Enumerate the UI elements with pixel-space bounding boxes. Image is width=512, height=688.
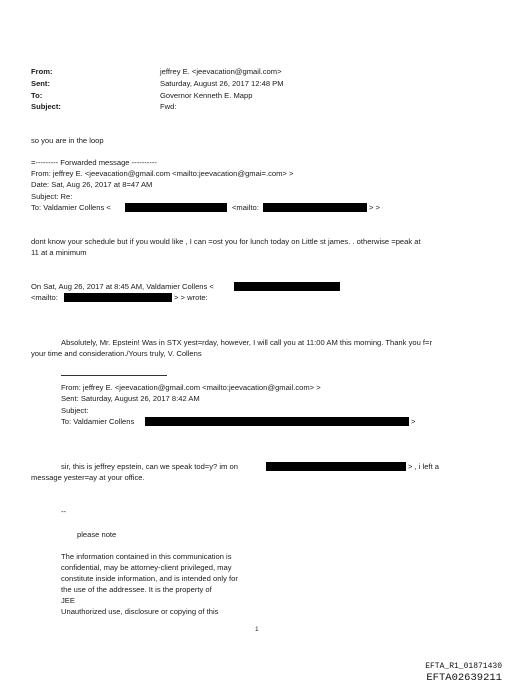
quote-wrote: > > wrote: [174, 293, 208, 302]
quote-header: On Sat, Aug 26, 2017 at 8:45 AM, Valdamier Collens < [31, 282, 214, 291]
sent-value: Saturday, August 26, 2017 12:48 PM [160, 79, 284, 88]
message2-line1: sir, this is jeffrey epstein, can we speak tod=y? im on [61, 462, 238, 471]
please-note: please note [77, 530, 117, 539]
forward-to-end: > > [369, 203, 380, 212]
message1-line1: dont know your schedule but if you would like , I can =ost you for lunch today on Little st james. . otherwise =peak at [31, 237, 421, 246]
original-subject: Subject: [61, 406, 89, 415]
to-label: To: [31, 91, 43, 100]
bates-id-2: EFTA02639211 [426, 672, 502, 684]
disclaimer-line: The information contained in this communication is [61, 552, 232, 561]
redaction-box [125, 203, 227, 212]
intro-text: so you are in the loop [31, 136, 104, 145]
original-from: From: jeffrey E. <jeevacation@gmail.com <mailto:jeevacation@gmail.com> > [61, 383, 321, 392]
forward-subject: Subject: Re: [31, 192, 73, 201]
disclaimer-line: confidential, may be attorney-client privileged, may [61, 563, 232, 572]
disclaimer-line: constitute inside information, and is intended only for [61, 574, 238, 583]
original-to: To: Valdamier Collens [61, 417, 135, 426]
disclaimer-line: JEE [61, 596, 75, 605]
reply-line1: Absolutely, Mr. Epstein! Was in STX yest=rday, however, I will call you at 11:00 AM this morning. Thank you f=r [61, 338, 432, 347]
original-to-end: > [411, 417, 416, 426]
message2-line2: message yester=ay at your office. [31, 473, 145, 482]
redaction-box [64, 293, 172, 302]
from-value: jeffrey E. <jeevacation@gmail.com> [160, 67, 282, 76]
message1-line2: 11 at a minimum [31, 248, 87, 257]
original-sent: Sent: Saturday, August 26, 2017 8:42 AM [61, 394, 200, 403]
forward-date: Date: Sat, Aug 26, 2017 at 8=47 AM [31, 180, 153, 189]
signature-dashes: -- [61, 507, 67, 516]
bates-id-1: EFTA_R1_01871430 [425, 662, 502, 671]
redaction-box [266, 462, 406, 471]
redaction-box [263, 203, 367, 212]
reply-line2: your time and consideration./Yours truly, V. Collens [31, 349, 202, 358]
sent-label: Sent: [31, 79, 50, 88]
to-value: Governor Kenneth E. Mapp [160, 91, 253, 100]
page-number: 1 [255, 626, 259, 633]
separator-line [61, 375, 167, 376]
forward-to-prefix: To: Valdamier Collens < [31, 203, 111, 212]
disclaimer-line: the use of the addressee. It is the property of [61, 585, 212, 594]
quote-mailto: <mailto: [31, 293, 58, 302]
redaction-box [234, 282, 340, 291]
redaction-box [145, 417, 409, 426]
disclaimer-line: Unauthorized use, disclosure or copying of this [61, 607, 219, 616]
subject-label: Subject: [31, 102, 61, 111]
forward-divider: =--------- Forwarded message ---------- [31, 158, 157, 167]
from-label: From: [31, 67, 53, 76]
forward-from: From: jeffrey E. <jeevacation@gmail.com <mailto:jeevacation@gmai=.com> > [31, 169, 294, 178]
forward-to-mailto: <mailto: [232, 203, 259, 212]
subject-value: Fwd: [160, 102, 177, 111]
message2-suffix: > , i left a [408, 462, 440, 471]
